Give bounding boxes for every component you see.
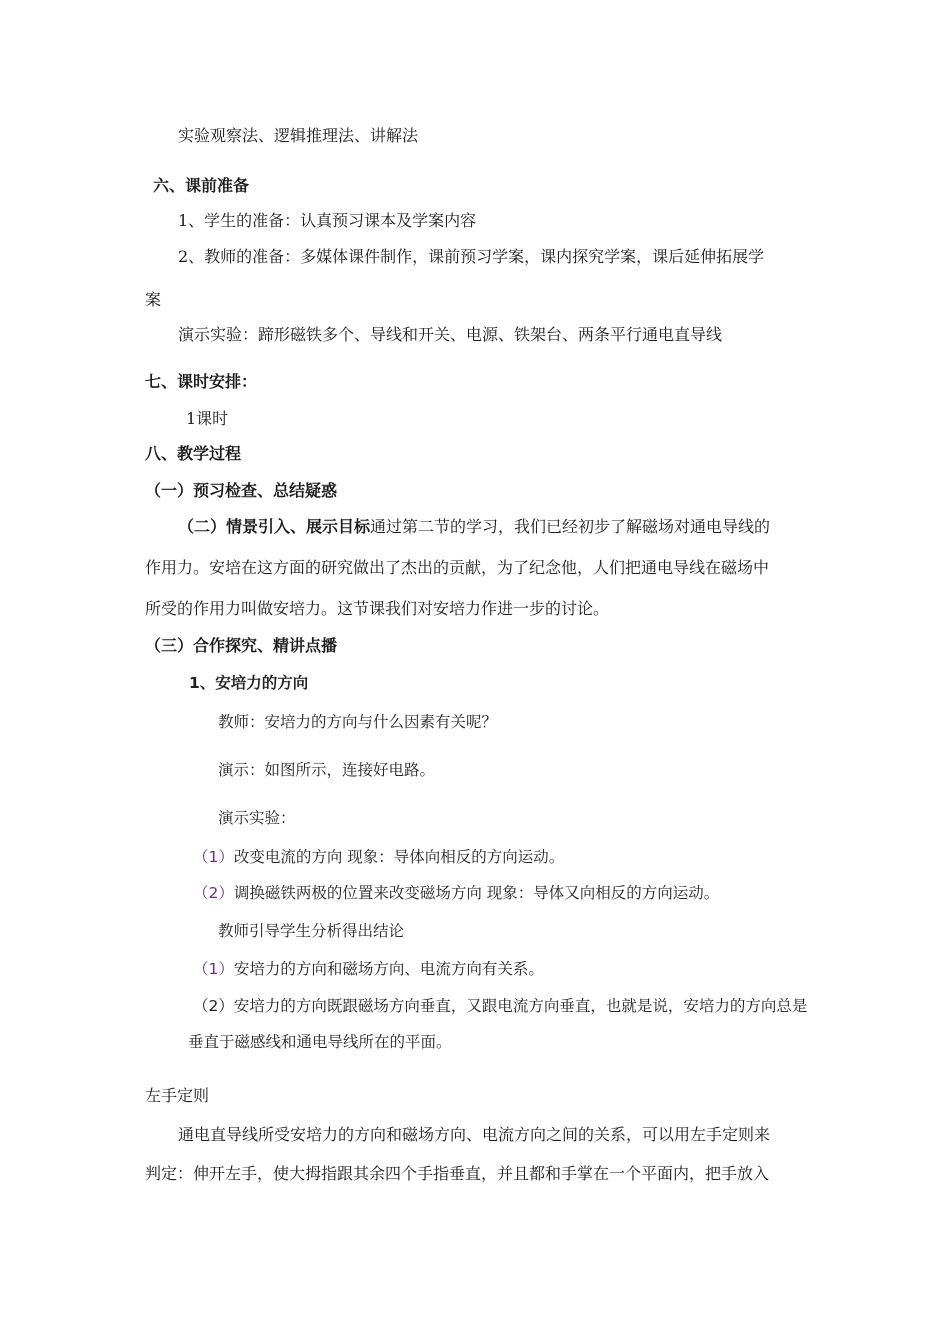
conclusion-2-line2: 垂直于磁感线和通电导线所在的平面。 xyxy=(188,1033,452,1051)
subsection-2-heading: （二）情景引入、展示目标 xyxy=(178,517,371,536)
subsection-2-line2: 作用力。安培在这方面的研究做出了杰出的贡献，为了纪念他，人们把通电导线在磁场中 xyxy=(145,558,770,577)
class-hours: 1课时 xyxy=(186,409,229,428)
subsection-2-intro-text: 通过第二节的学习，我们已经初步了解磁场对通电导线的 xyxy=(370,517,771,536)
subsection-1-heading: （一）预习检查、总结疑惑 xyxy=(145,481,338,500)
student-prep: 1、学生的准备：认真预习课本及学案内容 xyxy=(178,211,477,230)
left-hand-rule-line2: 判定：伸开左手，使大拇指跟其余四个手指垂直，并且都和手掌在一个平面内，把手放入 xyxy=(145,1164,770,1183)
conclusion-2 xyxy=(193,996,807,1016)
teacher-guide: 教师引导学生分析得出结论 xyxy=(218,922,405,940)
section-7-heading: 七、课时安排： xyxy=(145,372,258,391)
experiment-1-text: 改变电流的方向 现象：导体向相反的方向运动。 xyxy=(233,848,565,866)
left-hand-rule-line1: 通电直导线所受安培力的方向和磁场方向、电流方向之间的关系，可以用左手定则来 xyxy=(178,1125,771,1144)
teacher-prep-line1: 2、教师的准备：多媒体课件制作，课前预习学案，课内探究学案，课后延伸拓展学 xyxy=(178,247,765,266)
method-line: 实验观察法、逻辑推理法、讲解法 xyxy=(178,126,419,145)
section-6-heading: 六、课前准备 xyxy=(153,176,250,195)
teacher-prep-line2: 案 xyxy=(145,290,162,309)
experiment-1 xyxy=(193,847,564,867)
conclusion-2-text: 安培力的方向既跟磁场方向垂直，又跟电流方向垂直，也就是说，安培力的方向总是 xyxy=(233,997,808,1015)
experiment-2-number: （2） xyxy=(193,884,234,902)
demo-label: 演示实验： xyxy=(218,809,296,827)
demo-setup: 演示：如图所示，连接好电路。 xyxy=(218,761,436,779)
conclusion-1-text: 安培力的方向和磁场方向、电流方向有关系。 xyxy=(233,960,544,978)
conclusion-1 xyxy=(193,959,544,979)
experiment-1-number: （1） xyxy=(193,848,234,866)
demo-equipment: 演示实验：蹄形磁铁多个、导线和开关、电源、铁架台、两条平行通电直导线 xyxy=(178,325,723,344)
ampere-direction-heading: 1、安培力的方向 xyxy=(189,674,309,692)
section-8-heading: 八、教学过程 xyxy=(145,444,242,463)
subsection-2-line3: 所受的作用力叫做安培力。这节课我们对安培力作进一步的讨论。 xyxy=(145,599,610,618)
teacher-question: 教师：安培力的方向与什么因素有关呢？ xyxy=(218,713,498,731)
conclusion-2-number: （2） xyxy=(193,997,234,1015)
conclusion-1-number: （1） xyxy=(193,960,234,978)
subsection-3-heading: （三）合作探究、精讲点播 xyxy=(145,636,338,655)
experiment-2-text: 调换磁铁两极的位置来改变磁场方向 现象：导体又向相反的方向运动。 xyxy=(233,884,720,902)
left-hand-rule-heading: 左手定则 xyxy=(145,1086,210,1105)
experiment-2 xyxy=(193,883,719,903)
subsection-2-line1 xyxy=(178,517,770,537)
